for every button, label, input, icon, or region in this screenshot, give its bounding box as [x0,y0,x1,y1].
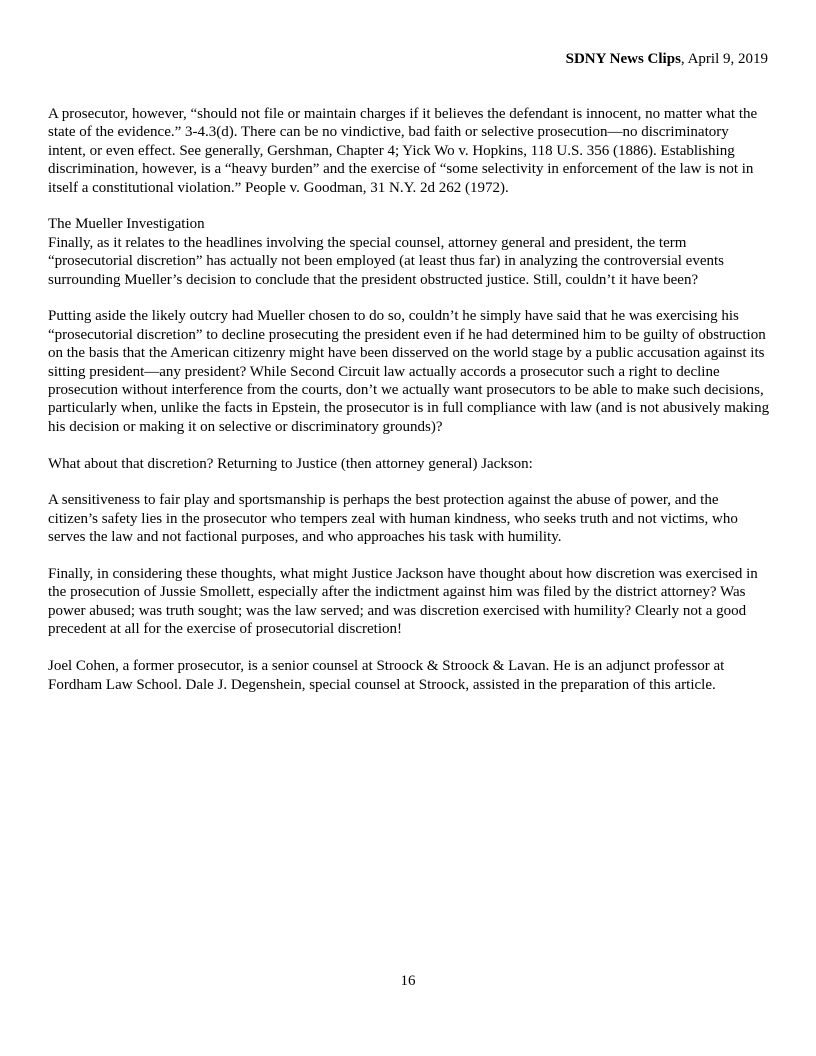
paragraph-author-bio: Joel Cohen, a former prosecutor, is a senior counsel at Stroock & Stroock & Lavan. He is an adjunct professor at Fordham Law School. Dale J. Degenshein, special counsel at Stroock, assisted in the preparation of this article. [48,658,725,693]
publication-name: SDNY News Clips [565,51,681,67]
header-date: , April 9, 2019 [680,51,768,67]
page-header [566,50,768,68]
paragraph-prosecutor-standards: A prosecutor, however, “should not file or maintain charges if it believes the defendant is innocent, no matter what the state of the evidence.” 3-4.3(d). There can be no vindictive, bad faith or selective prosecution—no discriminatory intent, or even effect. See generally, Gershman, Chapter 4; Yick Wo v. Hopkins, 118 U.S. 356 (1886). Establishing discrimination, however, is a “heavy burden” and the exercise of “some selectivity in enforcement of the law is not in itself a constitutional violation.” People v. Goodman, 31 N.Y. 2d 262 (1972). [48,106,758,196]
paragraph-jackson-quote: A sensitiveness to fair play and sportsmanship is perhaps the best protection against the abuse of power, and the citizen’s safety lies in the prosecutor who tempers zeal with human kindness, who seeks truth and not victims, who serves the law and not factional purposes, and who approaches his task with humility. [48,492,738,546]
paragraph-mueller-intro: Finally, as it relates to the headlines involving the special counsel, attorney general and president, the term “prosecutorial discretion” has actually not been employed (at least thus far) in analyzing the controversial events surrounding Mueller’s decision to conclude that the president obstructed justice. Still, couldn’t it have been? [48,234,725,288]
page-number: 16 [400,973,416,989]
paragraph-smollett: Finally, in considering these thoughts, what might Justice Jackson have thought about how discretion was exercised in the prosecution of Jussie Smollett, especially after the indictment against him was filed by the district attorney? Was power abused; was truth sought; was the law served; and was discretion exercised with humility? Clearly not a good precedent at all for the exercise of prosecutorial discretion! [48,566,758,638]
section-heading: The Mueller Investigation [48,216,205,233]
paragraph-jackson-intro: What about that discretion? Returning to Justice (then attorney general) Jackson: [48,455,533,472]
article-body [48,105,770,712]
paragraph-mueller-discretion: Putting aside the likely outcry had Mueller chosen to do so, couldn’t he simply have said that he was exercising his “prosecutorial discretion” to decline prosecuting the president even if he had determined him to be guilty of obstruction on the basis that the American citizenry might have been disserved on the world stage by a public accusation against its sitting president—any president? While Second Circuit law actually accords a prosecutor such a right to decline prosecution without interference from the courts, don’t we actually want prosecutors to be able to make such decisions, particularly when, unlike the facts in Epstein, the prosecutor is in full compliance with law (and is not abusively making his decision or making it on selective or discriminatory grounds)? [48,308,770,435]
